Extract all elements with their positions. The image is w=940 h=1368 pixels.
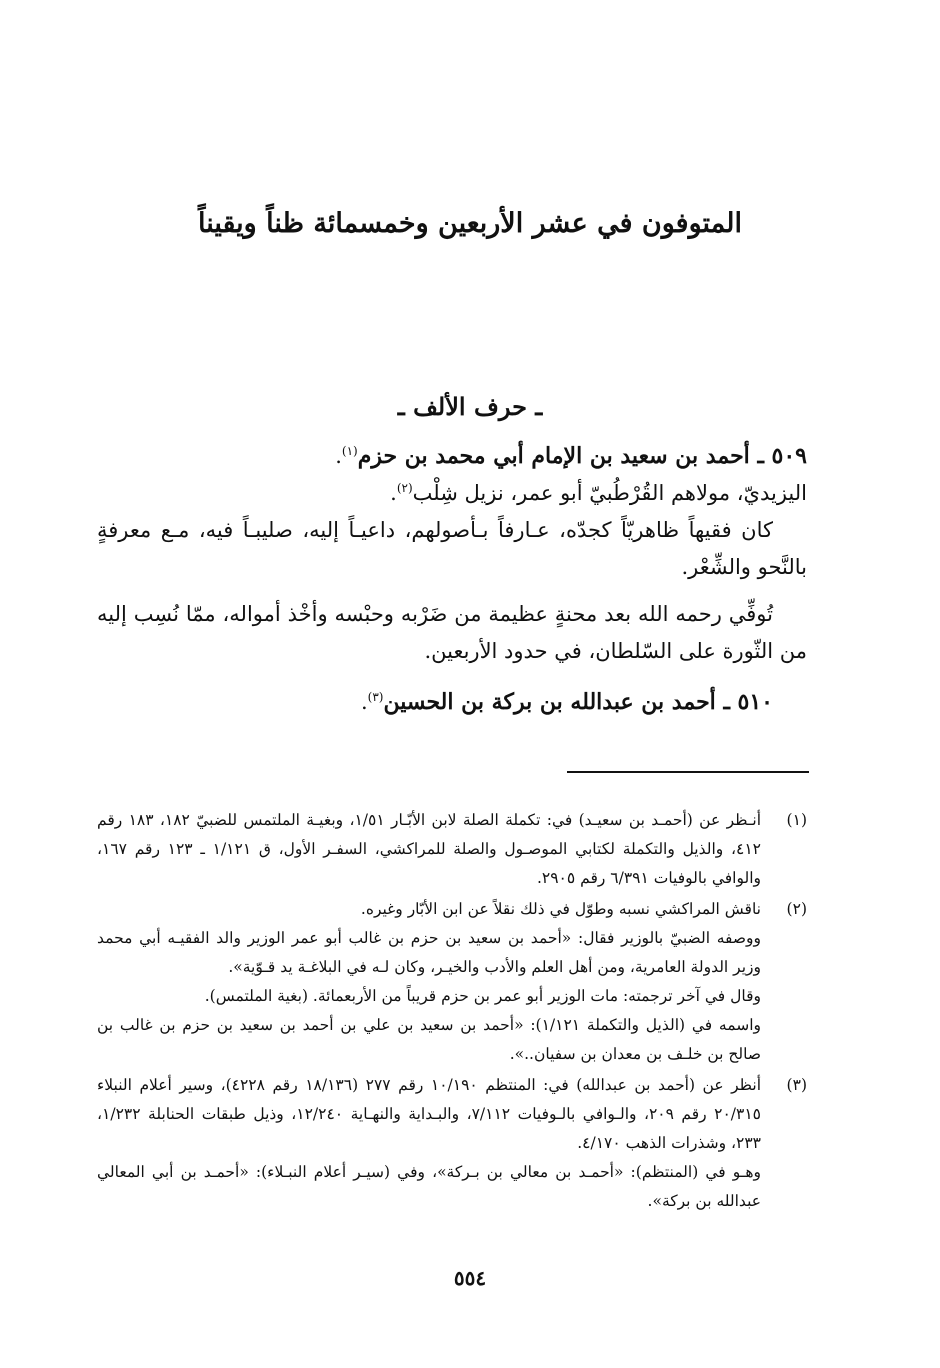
footnote-text: واسمه في (الذيل والتكملة ١/١٢١): «أحمد بن سعيد بن علي بن أحمد بن سعيد بن حزم بن غالب بن صالح بن خلـف بن معدان بن سفيان..».: [97, 1016, 761, 1063]
footnote-number: (١): [786, 811, 807, 829]
main-text: [97, 438, 807, 721]
entry-509-heading-line: [97, 438, 807, 475]
footnote-text: ووصفه الضبيّ بالوزير فقال: «أحمد بن سعيد بن حزم بن غالب أبو عمر الوزير والد الفقيـه أبي محمد وزير الدولة العامرية، ومن أهل العلم والأدب والخيـر، وكان لـه في البلاغـة يد قـوّية».: [97, 929, 761, 976]
entry-509-paragraph-2: تُوفِّي رحمه الله بعد محنةٍ عظيمة من ضَرْبه وحبْسه وأخْذ أمواله، ممّا نُسِب إليه من الثّورة على السّلطان، في حدود الأربعين.: [97, 602, 807, 663]
entry-509-paragraph-1: كان فقيهاً ظاهريّاً كجدّه، عـارفاً بـأصولهم، داعيـاً إليه، صليبـاً فيه، مـع معرفةٍ بالنَّحو والشِّعْر.: [97, 518, 807, 579]
footnote-text: ناقش المراكشي نسبه وطوّل في ذلك نقلاً عن ابن الأبّار وغيره.: [360, 900, 761, 918]
entry-510-heading-end: .: [360, 690, 368, 714]
letter-heading: ـ حرف الألف ـ: [397, 392, 543, 421]
footnote-body: [97, 1071, 761, 1216]
entry-509-nisba: اليزيديّ، مولاهم القُرْطُبيّ أبو عمر، نزيل شِلْب: [412, 481, 807, 505]
entry-509-nisba-line: [97, 475, 807, 512]
footnote-1: [97, 806, 807, 893]
footnote-number: (٣): [786, 1076, 807, 1094]
footnote-text: وهـو في (المنتظم): «أحمـد بن معالي بن بـركة»، وفي (سيـر أعلام النبـلاء): «أحمـد بن أبي المعالي عبدالله بن بركة».: [97, 1163, 761, 1210]
entry-509-heading-end: .: [335, 444, 342, 468]
footnote-text: أنـظر عن (أحمـد بن سعيـد) في: تكملة الصلة لابن الأبّـار ١/٥١، وبغيـة الملتمس للضبيّ ١٨٢، ١٨٣ رقم ٤١٢، والذيل والتكملة لكتابي الموصـول والصلة للمراكشي، السفـر الأول، ق ١/١٢١ ـ ١٢٣ رقم ١٦٧، والوافي بالوفيات ٦/٣٩١ رقم ٢٩٠٥.: [97, 811, 762, 887]
footnote-ref-3: (٣): [367, 690, 384, 704]
footnote-number: (٢): [786, 900, 807, 918]
entry-509-nisba-end: .: [390, 481, 397, 505]
footnote-ref-1: (١): [341, 444, 358, 458]
section-title: المتوفون في عشر الأربعين وخمسمائة ظناً ويقيناً: [197, 208, 743, 239]
footnote-body: [97, 895, 761, 1069]
footnotes: [97, 806, 807, 1218]
footnote-2: [97, 895, 807, 1069]
entry-510-heading: ٥١٠ ـ أحمد بن عبدالله بن بركة بن الحسين: [383, 689, 773, 715]
entry-510-heading-line: [97, 684, 807, 721]
page-number: ٥٥٤: [453, 1266, 487, 1290]
footnote-divider: [567, 771, 809, 773]
footnote-text: أنظر عن (أحمد بن عبدالله) في: المنتظم ١٠/١٩٠ رقم ٢٧٧ (١٨/١٣٦ رقم ٤٢٢٨)، وسير أعلام النبلاء ٢٠/٣١٥ رقم ٢٠٩، والـوافي بالـوفيات ٧/١١٢، والبـداية والنهـاية ١٢/٢٤٠، وذيل طبقات الحنابلة ١/٢٣٢، ٢٣٣، وشذرات الذهب ٤/١٧٠.: [97, 1076, 761, 1152]
entry-509-heading: ٥٠٩ ـ أحمد بن سعيد بن الإمام أبي محمد بن حزم: [357, 443, 807, 469]
footnote-3: [97, 1071, 807, 1216]
footnote-ref-2: (٢): [396, 481, 413, 495]
footnote-body: [97, 806, 761, 893]
footnote-text: وقال في آخر ترجمته: مات الوزير أبو عمر بن حزم قريباً من الأربعمائة. (بغية الملتمس).: [204, 987, 761, 1005]
